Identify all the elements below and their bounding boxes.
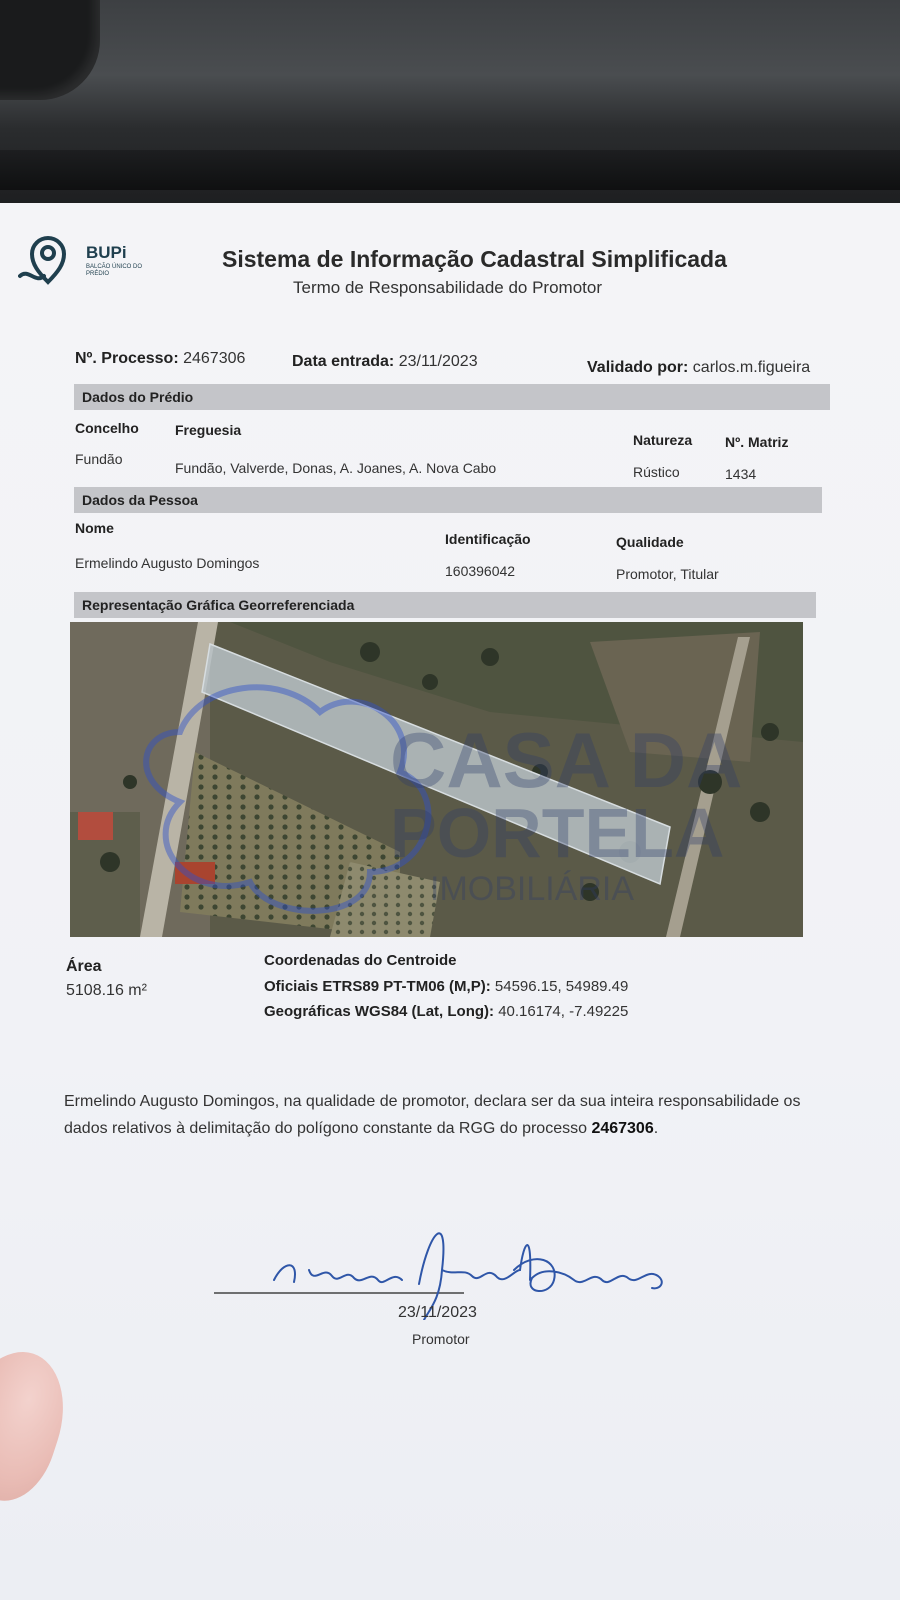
watermark-line3: IMOBILIÁRIA xyxy=(430,870,635,908)
logo-name: BUPi xyxy=(86,243,127,262)
watermark-line2: PORTELA xyxy=(390,794,725,872)
aerial-map xyxy=(70,622,803,937)
car-dashboard-background xyxy=(0,0,900,215)
signature-date: 23/11/2023 xyxy=(398,1304,477,1321)
validated-by: Validado por: carlos.m.figueira xyxy=(587,359,811,376)
declaration-text: Ermelindo Augusto Domingos, na qualidade de promotor, declara ser da sua inteira responsabilidade os dados relativos à delimitação do polígono constante da RGG do processo 2467306. xyxy=(64,1093,801,1137)
air-vent xyxy=(0,0,100,100)
nome-value: Ermelindo Augusto Domingos xyxy=(75,555,260,571)
freguesia-value: Fundão, Valverde, Donas, A. Joanes, A. Nova Cabo xyxy=(175,460,497,476)
concelho-value: Fundão xyxy=(75,451,123,467)
area-value: 5108.16 m² xyxy=(66,982,147,999)
signature-block xyxy=(214,1210,684,1320)
aerial-map-image xyxy=(70,622,803,937)
section-bar-predio: Dados do Prédio xyxy=(74,384,830,410)
signature-role: Promotor xyxy=(412,1331,470,1347)
centroide-title: Coordenadas do Centroide xyxy=(264,952,457,969)
section-bar-pessoa: Dados da Pessoa xyxy=(74,487,822,513)
section-bar-map: Representação Gráfica Georreferenciada xyxy=(74,592,816,618)
concelho-label: Concelho xyxy=(75,420,139,436)
process-number: Nº. Processo: 2467306 xyxy=(75,350,246,367)
document-subtitle: Termo de Responsabilidade do Promotor xyxy=(293,278,603,297)
natureza-value: Rústico xyxy=(633,464,680,480)
logo-subtitle: BALCÃO ÚNICO DO PRÉDIO xyxy=(86,264,143,277)
identificacao-value: 160396042 xyxy=(445,563,516,579)
nome-label: Nome xyxy=(75,520,114,536)
matriz-value: 1434 xyxy=(725,466,757,482)
qualidade-value: Promotor, Titular xyxy=(616,566,719,582)
matriz-label: Nº. Matriz xyxy=(725,434,789,450)
qualidade-label: Qualidade xyxy=(616,534,684,550)
document-title: Sistema de Informação Cadastral Simplificada xyxy=(222,246,727,272)
watermark-line1: CASA DA xyxy=(390,716,743,804)
coord-geograficas: Geográficas WGS84 (Lat, Long): 40.16174, -7.49225 xyxy=(264,1003,629,1020)
area-label: Área xyxy=(66,958,102,975)
entry-date: Data entrada: 23/11/2023 xyxy=(292,353,478,370)
dashboard-ridge xyxy=(0,150,900,190)
coord-oficiais: Oficiais ETRS89 PT-TM06 (M,P): 54596.15, 54989.49 xyxy=(264,978,629,995)
natureza-label: Natureza xyxy=(633,432,693,448)
identificacao-label: Identificação xyxy=(445,531,531,547)
freguesia-label: Freguesia xyxy=(175,422,242,438)
bupi-location-pin-icon xyxy=(18,232,88,288)
